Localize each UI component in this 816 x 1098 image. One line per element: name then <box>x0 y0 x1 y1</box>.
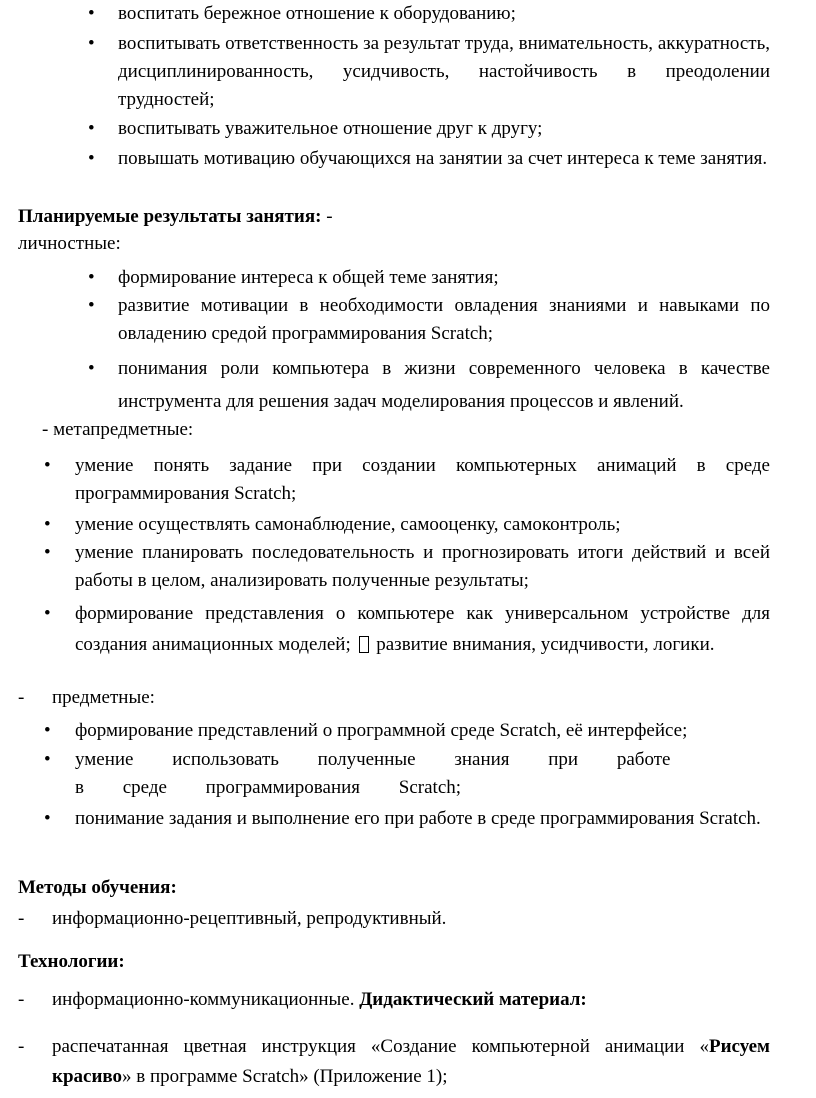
results-heading: Планируемые результаты занятия: - <box>18 206 333 227</box>
dash: - <box>18 687 25 708</box>
meta-item-4: • формирование представления о компьютере как универсальном устройстве для создания анимационных моделей; развитие внимания, усидчивости, логики. <box>44 598 770 660</box>
bullet: • <box>44 749 51 770</box>
meta-item-1: • умение понять задание при создании компьютерных анимаций в среде программирования Scratch; <box>44 452 770 508</box>
goal-item-3: • воспитывать уважительное отношение друг к другу; <box>88 115 770 143</box>
goal-item-4: • повышать мотивацию обучающихся на занятии за счет интереса к теме занятия. <box>88 145 770 173</box>
bullet: • <box>44 542 51 563</box>
goal-item-1: • воспитать бережное отношение к оборудованию; <box>88 0 770 28</box>
bullet: • <box>44 514 51 535</box>
personal-item-1: • формирование интереса к общей теме занятия; <box>88 264 770 292</box>
didactic-heading: Дидактический материал: <box>359 989 587 1010</box>
subject-item-2: • умение использовать полученные знания при работе в среде программирования Scratch; <box>44 746 770 802</box>
dash: - <box>18 908 25 929</box>
bullet: • <box>44 455 51 476</box>
bullet: • <box>88 358 95 379</box>
personal-label: личностные: <box>18 233 121 254</box>
bullet: • <box>88 295 95 316</box>
bullet: • <box>88 148 95 169</box>
dash: - <box>18 1036 25 1057</box>
personal-item-3: • понимания роли компьютера в жизни современного человека в качестве инструмента для решения задач моделирования процессов и явлений. <box>88 352 770 418</box>
dash: - <box>18 989 25 1010</box>
bullet: • <box>44 720 51 741</box>
bullet: • <box>88 118 95 139</box>
subject-item-3: • понимание задания и выполнение его при работе в среде программирования Scratch. <box>44 805 770 833</box>
bullet: • <box>88 267 95 288</box>
methods-heading: Методы обучения: <box>18 877 177 898</box>
material-item: - распечатанная цветная инструкция «Создание компьютерной анимации «Рисуем красиво» в программе Scratch» (Приложение 1); <box>18 1032 770 1092</box>
subject-item-1: • формирование представлений о программной среде Scratch, её интерфейсе; <box>44 717 770 745</box>
bullet: • <box>88 33 95 54</box>
bullet: • <box>44 808 51 829</box>
meta-label: - метапредметные: <box>42 419 194 440</box>
personal-item-2: • развитие мотивации в необходимости овладения знаниями и навыками по овладению средой программирования Scratch; <box>88 292 770 348</box>
goal-item-2: • воспитывать ответственность за результат труда, внимательность, аккуратность, дисциплинированность, усидчивость, настойчивость в преодолении трудностей; <box>88 30 770 114</box>
meta-item-3: • умение планировать последовательность и прогнозировать итоги действий и всей работы в целом, анализировать полученные результаты; <box>44 539 770 595</box>
tech-heading: Технологии: <box>18 951 125 972</box>
missing-glyph-icon <box>359 636 369 653</box>
meta-item-2: • умение осуществлять самонаблюдение, самооценку, самоконтроль; <box>44 511 770 539</box>
bullet: • <box>88 3 95 24</box>
bullet: • <box>44 603 51 624</box>
